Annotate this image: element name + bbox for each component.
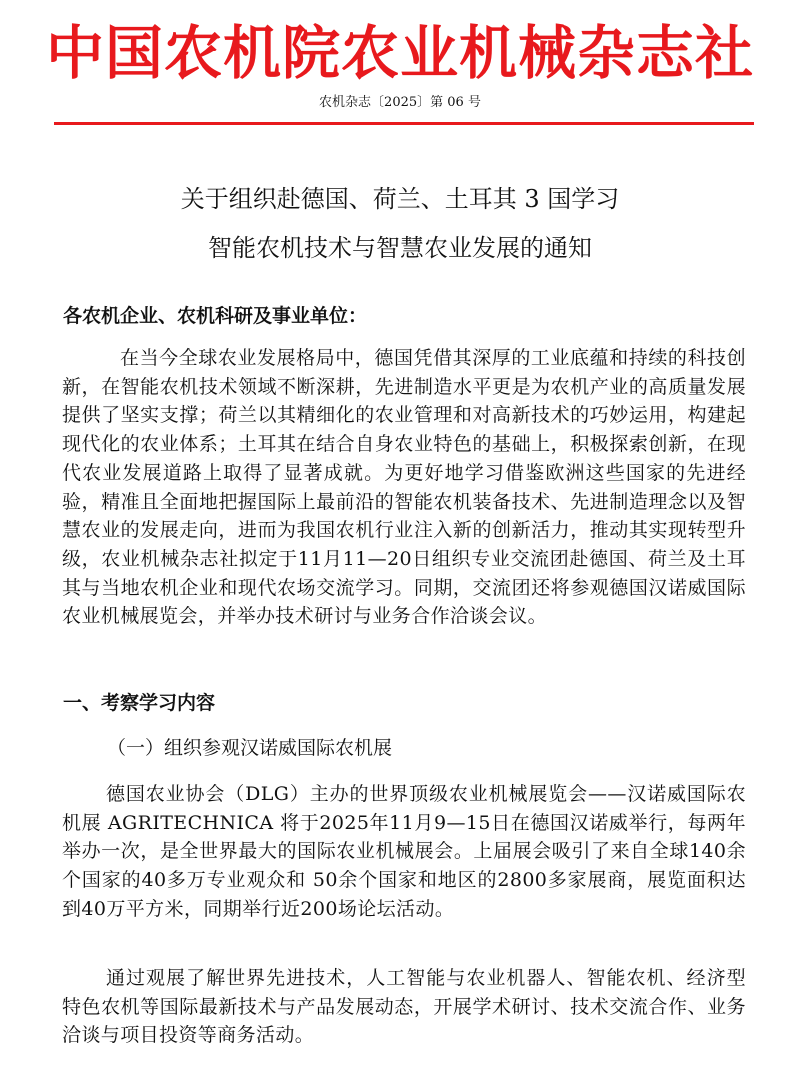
masthead: 中国农机院农业机械杂志社: [45, 19, 754, 87]
intro-paragraph: 在当今全球农业发展格局中，德国凭借其深厚的工业底蕴和持续的科技创新，在智能农机技术领域不断深耕，先进制造水平更是为农机产业的高质量发展提供了坚实支撑；荷兰以其精细化的农业管理和对高新技术的巧妙运用，构建起现代化的农业体系；土耳其在结合自身农业特色的基础上，积极探索创新，在现代农业发展道路上取得了显著成就。为更好地学习借鉴欧洲这些国家的先进经验，精准且全面地把握国际上最前沿的智能农机装备技术、先进制造理念以及智慧农业的发展走向，进而为我国农机行业注入新的创新活力，推动其实现转型升级，农业机械杂志社拟定于11月11—20日组织专业交流团赴德国、荷兰及土耳其与当地农机企业和现代农场交流学习。同期，交流团还将参观德国汉诺威国际农业机械展览会，并举办技术研讨与业务合作洽谈会议。: [62, 347, 746, 628]
issue-number: 农机杂志〔2025〕第 06 号: [319, 95, 481, 110]
addressee: 各农机企业、农机科研及事业单位：: [63, 305, 368, 327]
red-divider-line: [54, 122, 754, 125]
activities-paragraph: 通过观展了解世界先进技术，人工智能与农业机器人、智能农机、经济型特色农机等国际最新技术与产品发展动态，开展学术研讨、技术交流合作、业务洽谈与项目投资等商务活动。: [62, 967, 746, 1047]
subsection-heading-1: （一）组织参观汉诺威国际农机展: [107, 737, 393, 759]
notice-title-line-2: 智能农机技术与智慧农业发展的通知: [208, 234, 592, 262]
section-heading-1: 一、考察学习内容: [63, 692, 216, 714]
exhibition-paragraph: 德国农业协会（DLG）主办的世界顶级农业机械展览会——汉诺威国际农机展 AGRITECHNICA 将于2025年11月9—15日在德国汉诺威举行，每两年举办一次，是全世界最大的国际农业机械展会。上届展会吸引了来自全球140余个国家的40多万专业观众和 50余个国家和地区的2800多家展商，展览面积达到40万平方米，同期举行近200场论坛活动。: [62, 783, 746, 920]
notice-title-line-1: 关于组织赴德国、荷兰、土耳其 3 国学习: [180, 185, 620, 213]
